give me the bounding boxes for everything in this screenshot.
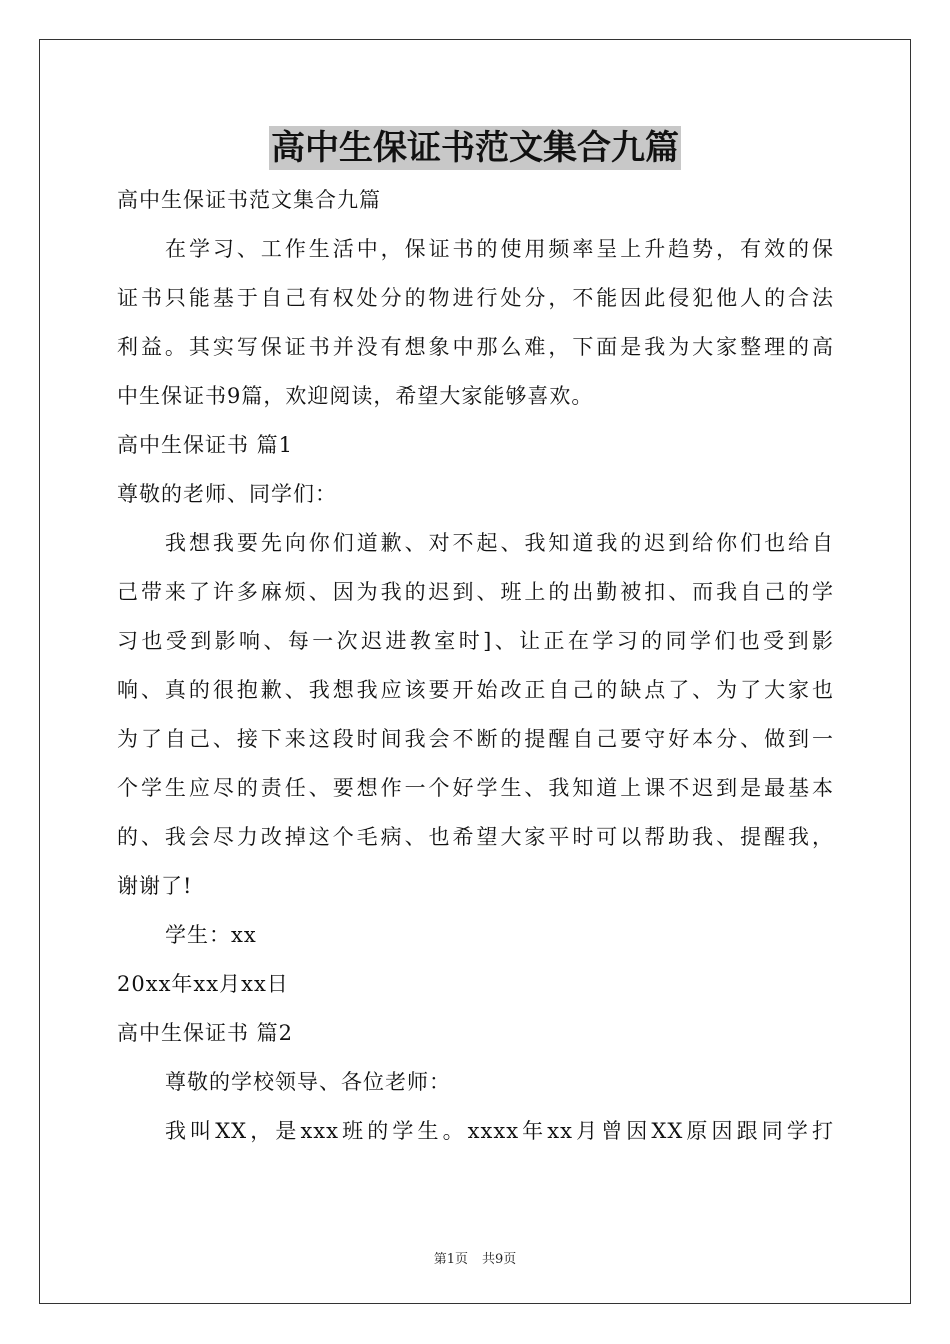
page-footer [0,1248,950,1267]
signature-line: 学生：xx [165,923,257,947]
paragraph-line: 中生保证书9篇，欢迎阅读，希望大家能够喜欢。 [117,384,594,408]
paragraph-line: 己带来了许多麻烦、因为我的迟到、班上的出勤被扣、而我自己的学 [117,580,834,604]
paragraph-line: 谢谢了! [117,874,193,898]
paragraph-line: 响、真的很抱歉、我想我应该要开始改正自己的缺点了、为了大家也 [117,678,834,702]
paragraph-line: 为了自己、接下来这段时间我会不断的提醒自己要守好本分、做到一 [117,727,834,751]
salutation-line: 尊敬的老师、同学们： [117,482,337,506]
paragraph-line: 证书只能基于自己有权处分的物进行处分，不能因此侵犯他人的合法 [117,286,834,310]
title-container [0,126,950,170]
paragraph-line: 个学生应尽的责任、要想作一个好学生、我知道上课不迟到是最基本 [117,776,834,800]
document-body [117,176,834,1156]
page-number: 第1页 [433,1252,468,1267]
page-count: 共9页 [482,1252,517,1267]
paragraph-line: 在学习、工作生活中，保证书的使用频率呈上升趋势，有效的保 [165,237,834,261]
paragraph-line: 利益。其实写保证书并没有想象中那么难，下面是我为大家整理的高 [117,335,834,359]
date-line: 20xx年xx月xx日 [117,972,289,996]
salutation-line: 尊敬的学校领导、各位老师： [165,1070,451,1094]
paragraph-line: 的、我会尽力改掉这个毛病、也希望大家平时可以帮助我、提醒我， [117,825,834,849]
section-heading: 高中生保证书 篇2 [117,1021,294,1045]
document-title: 高中生保证书范文集合九篇 [271,128,679,168]
paragraph-line: 我叫XX，是xxx班的学生。xxxx年xx月曾因XX原因跟同学打 [165,1119,834,1143]
paragraph-line: 我想我要先向你们道歉、对不起、我知道我的迟到给你们也给自 [165,531,834,555]
section-heading: 高中生保证书 篇1 [117,433,294,457]
paragraph-line: 习也受到影响、每一次迟进教室时]、让正在学习的同学们也受到影 [117,629,834,653]
subtitle-line: 高中生保证书范文集合九篇 [117,188,381,212]
